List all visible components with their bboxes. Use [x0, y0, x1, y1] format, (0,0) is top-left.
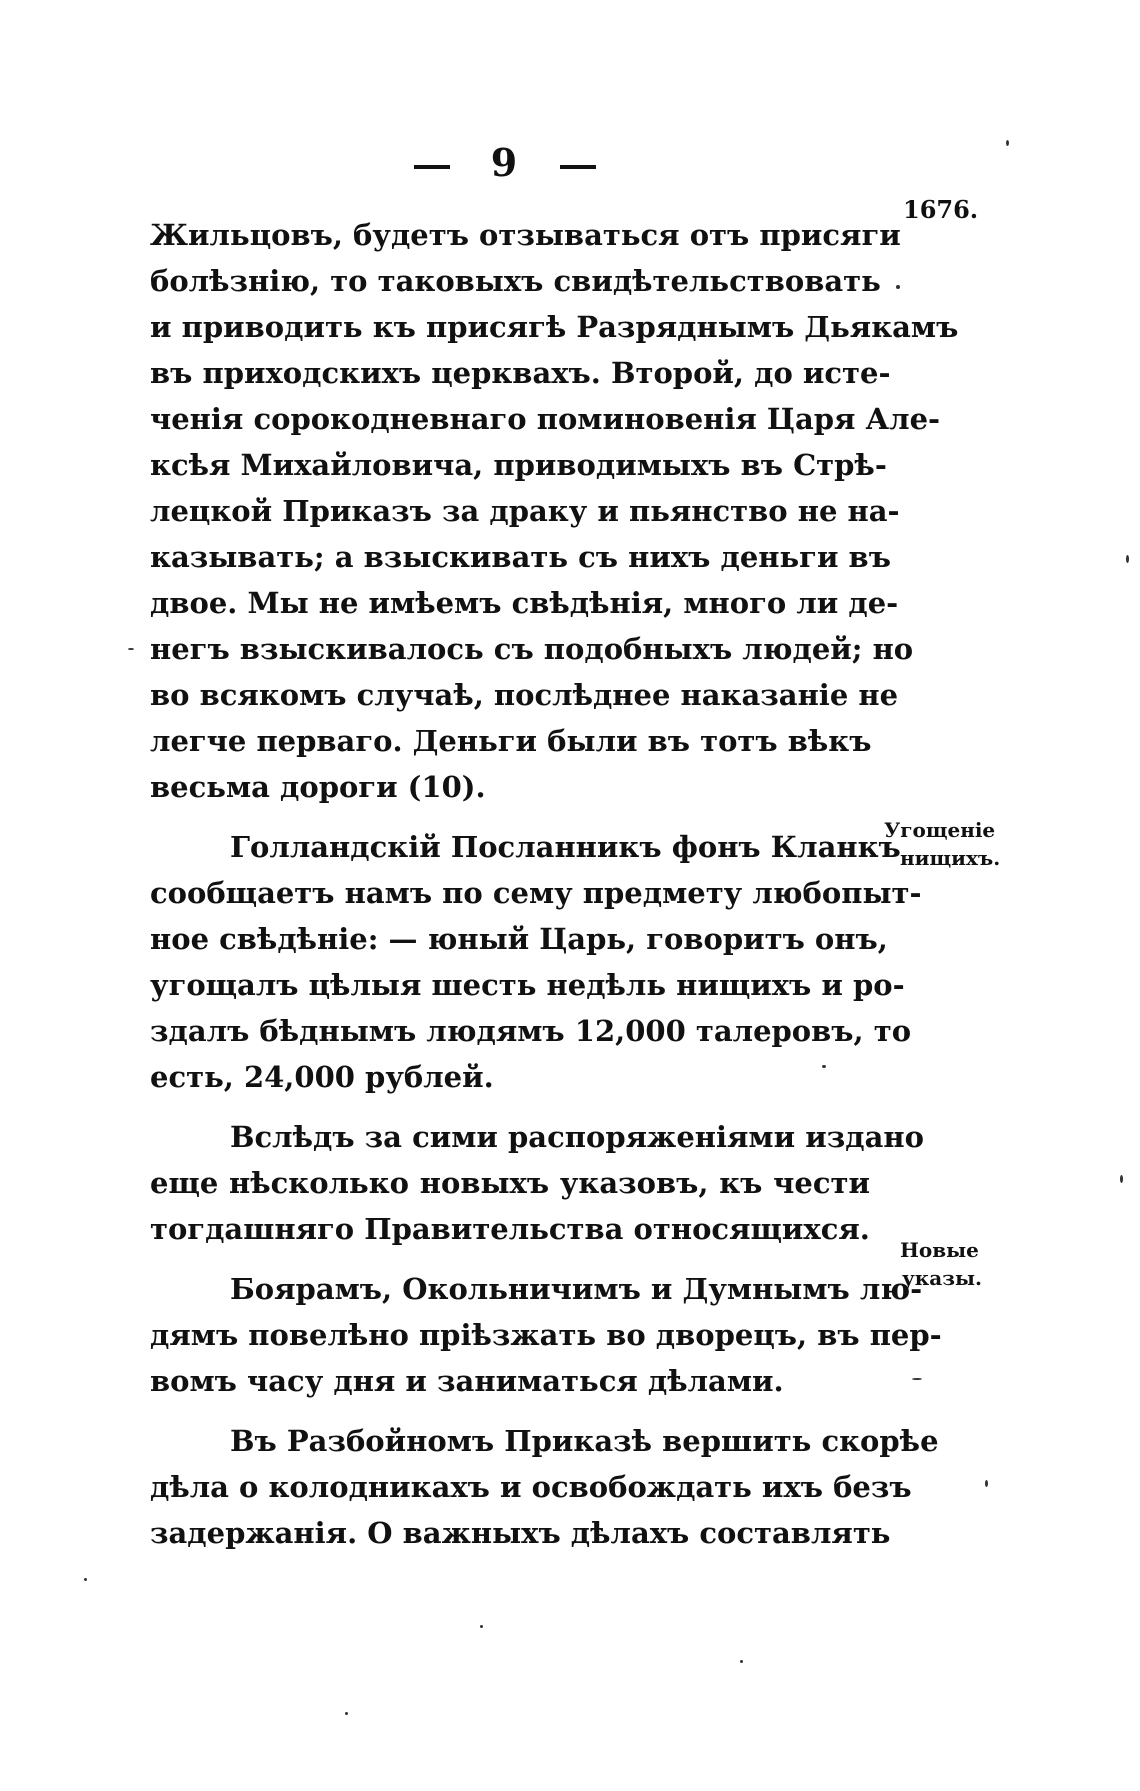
scan-speck	[1120, 1175, 1123, 1183]
text-line: Вслѣдъ за сими распоряженіями издано	[230, 1120, 924, 1154]
margin-year: 1676.	[903, 195, 979, 224]
text-line: казывать; а взыскивать съ нихъ деньги въ	[150, 540, 891, 574]
text-line: Въ Разбойномъ Приказѣ вершить скорѣе	[230, 1424, 939, 1458]
text-line: дѣла о колодникахъ и освобождать ихъ безъ	[150, 1470, 912, 1504]
scan-speck	[822, 1065, 826, 1068]
text-line: въ приходскихъ церквахъ. Второй, до исте-	[150, 356, 891, 390]
scan-speck	[1006, 140, 1009, 146]
text-line: весьма дороги (10).	[150, 770, 486, 804]
right-dash	[560, 165, 596, 169]
paragraph-gap	[150, 810, 870, 824]
paragraph	[150, 824, 922, 1100]
text-line: сообщаетъ намъ по сему предмету любопыт-	[150, 876, 922, 910]
scan-speck	[128, 648, 134, 650]
page-number-header	[0, 140, 1010, 185]
text-line: вомъ часу дня и заниматься дѣлами.	[150, 1364, 784, 1398]
text-line: тогдашняго Правительства относящихся.	[150, 1212, 870, 1246]
paragraph	[150, 1418, 939, 1556]
left-dash	[414, 165, 450, 169]
margin-note-treat-line-2: нищихъ.	[900, 846, 1001, 870]
text-line: негъ взыскивалось съ подобныхъ людей; но	[150, 632, 914, 666]
paragraph-gap	[150, 1404, 870, 1418]
page-number: 9	[490, 140, 520, 185]
text-line: двое. Мы не имѣемъ свѣдѣнія, много ли де-	[150, 586, 899, 620]
text-line: болѣзнію, то таковыхъ свидѣтельствовать	[150, 264, 881, 298]
paragraph	[150, 212, 959, 810]
text-line: во всякомъ случаѣ, послѣднее наказаніе не	[150, 678, 899, 712]
scan-speck	[896, 285, 900, 289]
text-line: ксѣя Михайловича, приводимыхъ въ Стрѣ-	[150, 448, 887, 482]
margin-note-treat-line-1: Угощеніе	[884, 818, 996, 842]
text-line: Жильцовъ, будетъ отзываться отъ присяги	[150, 218, 901, 252]
text-line: угощалъ цѣлыя шесть недѣль нищихъ и ро-	[150, 968, 905, 1002]
scan-speck	[345, 1712, 348, 1715]
text-line: есть, 24,000 рублей.	[150, 1060, 494, 1094]
scan-speck	[912, 1378, 922, 1380]
margin-note-decrees-line-1: Новые	[900, 1238, 979, 1262]
text-line: здалъ бѣднымъ людямъ 12,000 талеровъ, то	[150, 1014, 912, 1048]
paragraph-gap	[150, 1252, 870, 1266]
text-line: Голландскій Посланникъ фонъ Кланкъ	[230, 830, 901, 864]
scan-speck	[480, 1625, 483, 1628]
text-line: задержанія. О важныхъ дѣлахъ составлять	[150, 1516, 891, 1550]
margin-note-treat	[884, 816, 1000, 872]
margin-note-decrees-line-2: указы.	[902, 1266, 982, 1290]
text-line: Боярамъ, Окольничимъ и Думнымъ лю-	[230, 1272, 923, 1306]
scan-speck	[1126, 555, 1129, 563]
text-line: и приводить къ присягѣ Разряднымъ Дьякамъ	[150, 310, 959, 344]
text-line: дямъ повелѣно пріѣзжать во дворецъ, въ пер-	[150, 1318, 942, 1352]
scan-speck	[985, 1480, 988, 1487]
text-line: ченія сорокодневнаго поминовенія Царя Але-	[150, 402, 941, 436]
text-line: еще нѣсколько новыхъ указовъ, къ чести	[150, 1166, 870, 1200]
text-line: легче перваго. Деньги были въ тотъ вѣкъ	[150, 724, 872, 758]
paragraph-gap	[150, 1100, 870, 1114]
paragraph	[150, 1114, 924, 1252]
scan-speck	[84, 1578, 87, 1581]
text-line: ное свѣдѣніе: — юный Царь, говоритъ онъ,	[150, 922, 888, 956]
scan-speck	[740, 1660, 743, 1663]
text-line: лецкой Приказъ за драку и пьянство не на-	[150, 494, 900, 528]
